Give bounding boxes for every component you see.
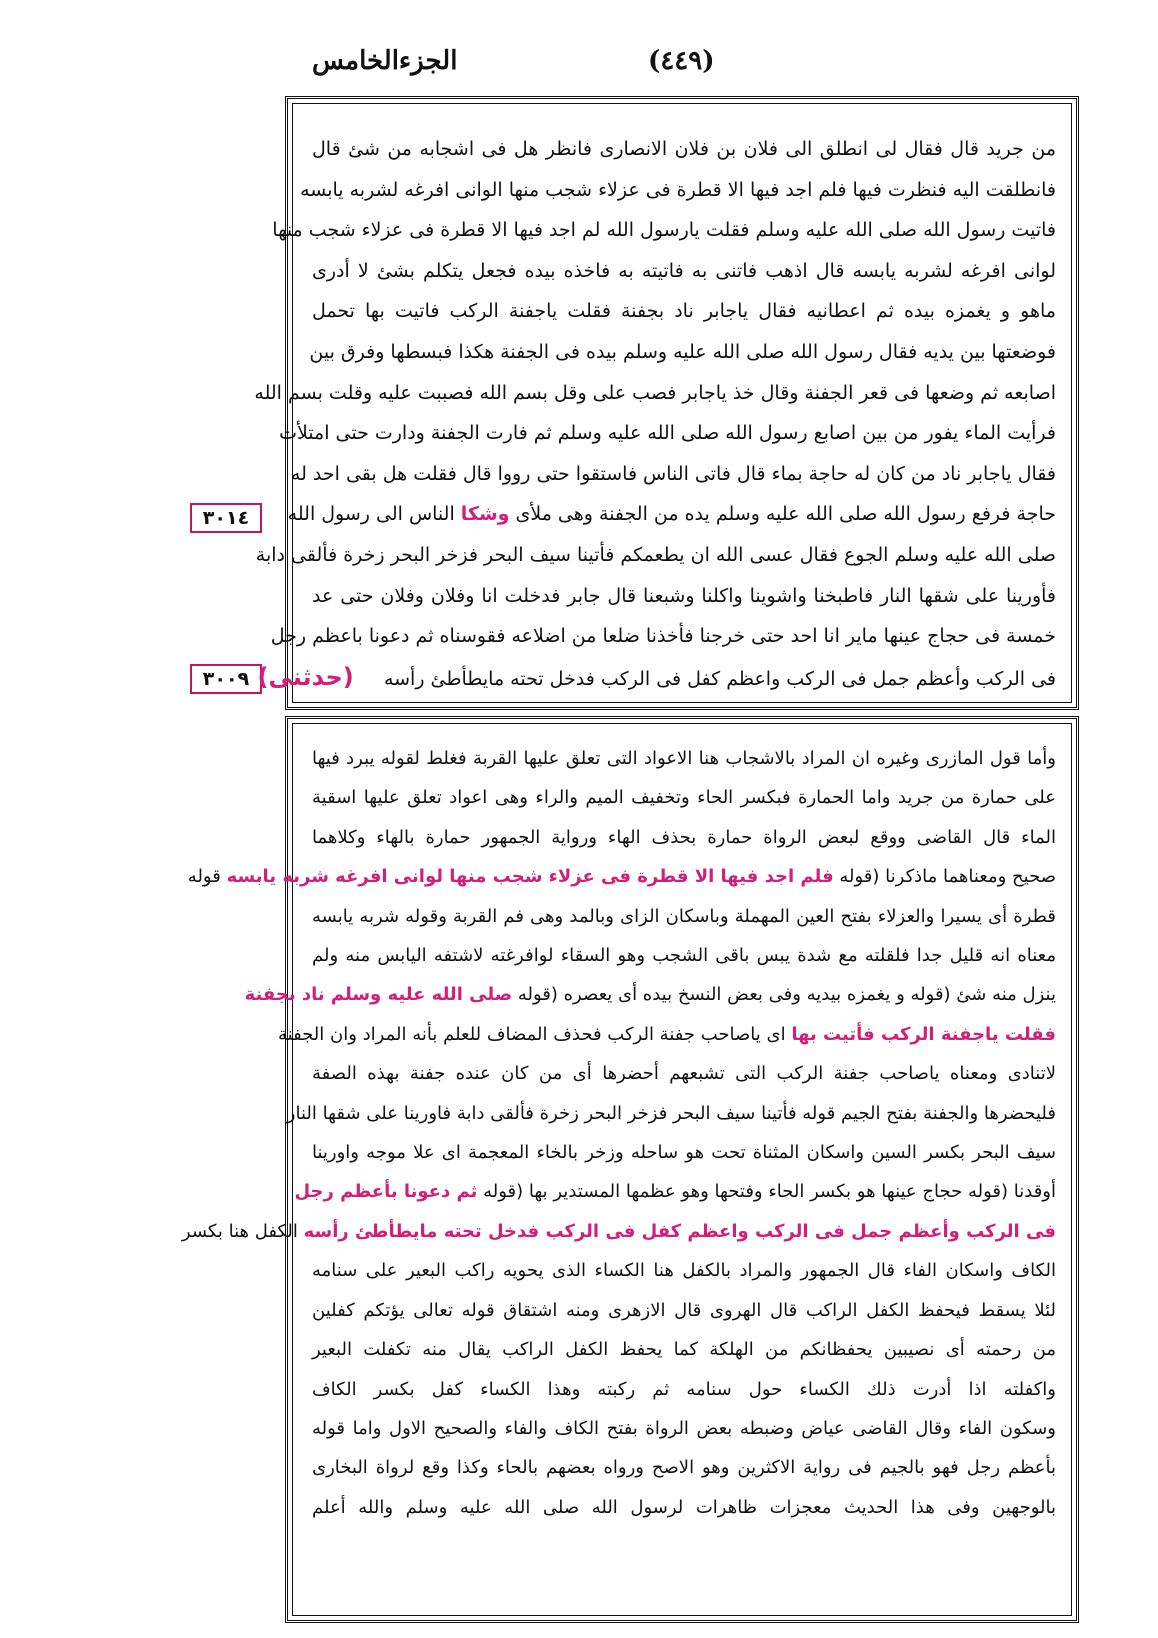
haddathani-label: (حدثنى)	[257, 662, 354, 691]
text-line: فوضعتها بين يديه فقال رسول الله صلى الله عليه وسلم بيده فى الجفنة هكذا فبسطها وفرق بين	[309, 340, 1056, 363]
text-line: فقال ياجابر ناد من كان له حاجة بماء قال فاتى الناس فاستقوا حتى رووا قال فقلت هل بقى احد له	[290, 462, 1056, 485]
text-line: خمسة فى حجاج عينها ماير انا احد حتى خرجنا فأخذنا ضلعا من اضلاعه فقوسناه ثم دعونا باعظم رجل	[270, 625, 1056, 648]
page-number: (٤٤٩)	[648, 46, 715, 76]
text-segment: فى الركب وأعظم جمل فى الركب واعظم كفل فى الركب فدخل تحته مايطأطئ رأسه	[383, 667, 1056, 690]
text-line: الكاف واسكان الفاء قال الجمهور والمراد بالكفل هنا الكساء الذى يحويه راكب البعير على سنامه	[312, 1260, 1056, 1282]
text-line: معناه انه قليل جدا فلقلته مع شدة يبس باقى الشجب وهو السقاء لوافرغته لاشتفه اليابس منه ولم	[312, 945, 1056, 967]
text-line: لاتنادى ومعناه ياصاحب جفنة الركب التى تشبعهم أحضرها أى من كان عنده جفنة بهذه الصفة	[312, 1063, 1056, 1085]
text-line: من جريد قال فقال لى انطلق الى فلان بن فلان الانصارى فانظر هل فى اشجابه من شئ قال	[312, 138, 1056, 160]
text-line: أوقدنا (قوله حجاج عينها هو بكسر الحاء وفتحها وهو عظمها المستدير بها (قوله ثم دعونا بأعظم رجل	[294, 1181, 1056, 1203]
text-line: صحيح ومعناهما ماذكرنا (قوله فلم اجد فيها الا قطرة فى عزلاء شجب منها لوانى افرغه شربه يابسه قوله	[187, 866, 1056, 888]
text-line: ماهو و يغمزه بيده ثم اعطانيه فقال ياجابر ناد بجفنة فقلت ياجفنة الركب فاتيت بها تحمل	[312, 300, 1056, 323]
highlighted-quote: ثم دعونا بأعظم رجل	[294, 1181, 478, 1203]
text-line: من رحمته أى نصيبين يحفظانكم من الهلكة كما يحفظ الكفل الراكب يقال منه تكفلت البعير	[312, 1339, 1056, 1361]
sharh-text	[181, 739, 1056, 1527]
highlighted-quote: فى الركب وأعظم جمل فى الركب واعظم كفل فى الركب فدخل تحته مايطأطئ رأسه	[303, 1220, 1056, 1242]
text-line: بأعظم رجل فهو بالجيم فى رواية الاكثرين وهو الاصح ورواه بعضهم بالحاء وكذا وقع لرواة البخارى	[312, 1457, 1056, 1479]
text-line: حاجة فرفع رسول الله صلى الله عليه وسلم يده من الجفنة وهى ملأى وشكا الناس الى رسول الله	[287, 503, 1056, 526]
highlighted-quote: فقلت ياجفنة الركب فأتيت بها	[791, 1023, 1056, 1045]
text-line-last	[257, 657, 1056, 700]
text-line: فى الركب وأعظم جمل فى الركب واعظم كفل فى الركب فدخل تحته مايطأطئ رأسه الكفل هنا بكسر	[181, 1220, 1056, 1242]
text-line: سيف البحر بكسر السين واسكان المثناة تحت هو ساحله وزخر بالخاء المعجمة اى علا موجه واورينا	[312, 1142, 1056, 1164]
hadith-number-box: ٣٠٠٩	[190, 664, 262, 694]
matn-text	[254, 129, 1056, 699]
text-line: على حمارة من جريد واما الحمارة فبكسر الحاء وتخفيف الميم والراء وهى اعواد تعلق عليها اسقية	[312, 787, 1056, 809]
text-line: فانطلقت اليه فنظرت فيها فلم اجد فيها الا قطرة فى عزلاء شجب منها الوانى افرغه لشربه يابسه	[300, 178, 1056, 201]
text-line: فرأيت الماء يفور من بين اصابع رسول الله صلى الله عليه وسلم ثم فارت الجفنة ودارت حتى امتلأت	[279, 422, 1056, 445]
sharh-frame	[181, 716, 1079, 1623]
running-header-title: الجزءالخامس	[312, 46, 458, 76]
text-line: وسكون الفاء وقال القاضى عياض وضبطه بعض الرواة بفتح الكاف والفاء والصحيح الاول واما قوله	[312, 1417, 1056, 1439]
text-line: فقلت ياجفنة الركب فأتيت بها اى ياصاحب جفنة الركب فحذف المضاف للعلم بأنه المراد وان الجفنة	[278, 1023, 1056, 1045]
highlighted-quote: وشكا	[460, 503, 510, 526]
text-line: بالوجهين وفى هذا الحديث معجزات ظاهرات لرسول الله صلى الله عليه وسلم والله أعلم	[312, 1496, 1056, 1518]
text-line: الماء قال القاضى ووقع لبعض الرواة حمارة بحذف الهاء ورواية الجمهور حمارة بالهاء وكلاهما	[312, 826, 1056, 848]
text-line: واكفلته اذا أدرت ذلك الكساء حول سنامه ثم ركبته وهذا الكساء كفل بكسر الكاف	[312, 1378, 1056, 1400]
text-line: قطرة أى يسيرا والعزلاء بفتح العين المهملة وباسكان الزاى وبالمد وهى فم القربة وقوله شربه يابسه	[312, 905, 1056, 927]
text-line: وأما قول المازرى وغيره ان المراد بالاشجاب هنا الاعواد التى تعلق عليها القربة فغلط لقوله يبرد فيها	[312, 748, 1056, 769]
matn-frame	[254, 96, 1079, 710]
text-line: فليحضرها والجفنة بفتح الجيم قوله فأتينا سيف البحر فزخر البحر زخرة فألقى دابة فاورينا على شقها النار	[286, 1102, 1056, 1124]
text-line: لوانى افرغه لشربه يابسه قال اذهب فاتنى به فاتيته به فاخذه بيده فجعل يتكلم بشئ لا أدرى	[312, 259, 1056, 282]
text-line: فاتيت رسول الله صلى الله عليه وسلم فقلت يارسول الله لم اجد فيها الا قطرة فى عزلاء شجب منها	[272, 219, 1056, 242]
text-line: لئلا يسقط فيحفظ الكفل الراكب قال الهروى قال الازهرى ومنه اشتقاق قوله تعالى يؤتكم كفلين	[312, 1299, 1056, 1321]
text-line: ينزل منه شئ (قوله و يغمزه بيديه وفى بعض النسخ بيده أى يعصره (قوله صلى الله عليه وسلم ناد بجفنة	[244, 984, 1056, 1006]
hadith-number-box: ٣٠١٤	[190, 503, 262, 533]
highlighted-quote: صلى الله عليه وسلم ناد بجفنة	[244, 984, 513, 1006]
text-line: صلى الله عليه وسلم الجوع فقال عسى الله ان يطعمكم فأتينا سيف البحر فزخر البحر زخرة فألقى دابة	[255, 543, 1056, 566]
text-line: اصابعه ثم وضعها فى قعر الجفنة وقال خذ ياجابر فصب على وقل بسم الله فصببت عليه وقلت بسم الله	[254, 381, 1056, 404]
highlighted-quote: فلم اجد فيها الا قطرة فى عزلاء شجب منها لوانى افرغه شربه يابسه	[226, 866, 834, 888]
text-line: فأورينا على شقها النار فاطبخنا واشوينا واكلنا وشبعنا قال جابر فدخلت انا وفلان وفلان حتى عد	[312, 584, 1056, 607]
